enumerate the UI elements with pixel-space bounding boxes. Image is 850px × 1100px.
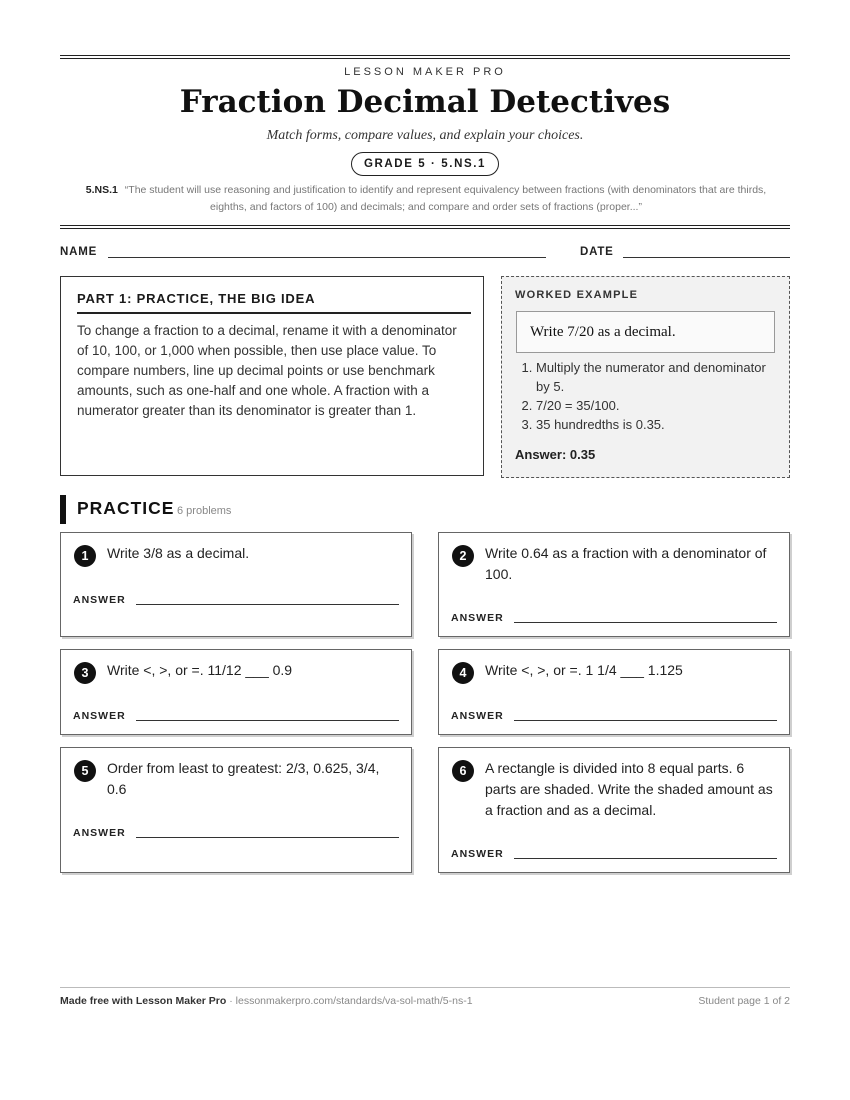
grade-badge: GRADE 5 · 5.NS.1: [351, 152, 499, 176]
worked-example-step: 1. Multiply the numerator and denominator by 5.: [536, 358, 766, 396]
top-rule: [60, 55, 790, 56]
standard-text: “The student will use reasoning and justification to identify and represent equivalency between fractions (with denominators that are thirds, eighths, and factors of 100) and decimals; and compare and order sets of fractions (proper...”: [124, 184, 767, 213]
footer-made-with: Made free with Lesson Maker Pro: [60, 995, 227, 1007]
problem-number: 4: [452, 662, 474, 684]
answer-label: ANSWER: [451, 710, 504, 722]
answer-field[interactable]: [514, 622, 777, 623]
problem-card: [60, 649, 412, 735]
answer-field[interactable]: [136, 837, 399, 838]
standard-description: [70, 182, 782, 216]
problem-number: 3: [74, 662, 96, 684]
worked-example-prompt: Write 7/20 as a decimal.: [516, 311, 775, 353]
standard-code: 5.NS.1: [85, 184, 118, 196]
answer-label: ANSWER: [73, 827, 126, 839]
answer-label: ANSWER: [73, 710, 126, 722]
problem-text: Write <, >, or =. 11/12 ___ 0.9: [107, 662, 293, 678]
answer-label: ANSWER: [451, 612, 504, 624]
worksheet-subtitle: Match forms, compare values, and explain your choices.: [266, 128, 584, 143]
problem-number: 2: [452, 545, 474, 567]
worked-example-heading: WORKED EXAMPLE: [515, 289, 639, 301]
worked-example-answer: Answer: 0.35: [515, 447, 596, 462]
name-label: NAME: [60, 246, 98, 258]
big-idea-box: [60, 276, 484, 476]
big-idea-heading: PART 1: PRACTICE, THE BIG IDEA: [77, 291, 471, 314]
worked-example-box: [501, 276, 790, 478]
name-field[interactable]: [108, 257, 546, 258]
problem-text: Write 0.64 as a fraction with a denominator of 100.: [485, 545, 767, 582]
answer-field[interactable]: [514, 858, 777, 859]
problem-number: 1: [74, 545, 96, 567]
problem-card: [60, 747, 412, 873]
problem-text: Write <, >, or =. 1 1/4 ___ 1.125: [485, 662, 683, 678]
footer-credit: [60, 995, 473, 1007]
big-idea-text: To change a fraction to a decimal, rename it with a denominator of 10, 100, or 1,000 when possible, then use place value. To compare numbers, line up decimal points or use benchmark amounts, such as one-half and one whole. A fraction with a numerator greater than its denominator is greater than 1.: [77, 323, 457, 418]
problem-text: Write 3/8 as a decimal.: [107, 545, 250, 561]
problem-card: [60, 532, 412, 637]
problem-card: [438, 649, 790, 735]
problem-text: A rectangle is divided into 8 equal parts. 6 parts are shaded. Write the shaded amount as a fraction and as a decimal.: [485, 760, 773, 818]
problem-card: [438, 747, 790, 873]
answer-label: ANSWER: [73, 594, 126, 606]
footer-url[interactable]: · lessonmakerpro.com/standards/va-sol-math/5-ns-1: [226, 995, 473, 1007]
answer-label: ANSWER: [451, 848, 504, 860]
answer-field[interactable]: [136, 720, 399, 721]
practice-heading: PRACTICE: [77, 498, 175, 518]
worked-example-step: 2. 7/20 = 35/100.: [536, 396, 766, 415]
problem-number: 6: [452, 760, 474, 782]
problem-number: 5: [74, 760, 96, 782]
footer-rule: [60, 987, 790, 988]
answer-field[interactable]: [514, 720, 777, 721]
problem-text: Order from least to greatest: 2/3, 0.625, 3/4, 0.6: [107, 760, 380, 797]
worksheet-title: Fraction Decimal Detectives: [179, 84, 671, 120]
problem-card: [438, 532, 790, 637]
practice-count: 6 problems: [177, 505, 232, 517]
practice-accent-bar: [60, 495, 66, 524]
worked-example-step: 3. 35 hundredths is 0.35.: [536, 415, 766, 434]
brand-name: LESSON MAKER PRO: [344, 66, 506, 78]
date-label: DATE: [580, 246, 614, 258]
header-bottom-rule: [60, 225, 790, 226]
date-field[interactable]: [623, 257, 790, 258]
worked-example-steps: [516, 358, 766, 434]
footer-page-number: Student page 1 of 2: [698, 995, 790, 1007]
answer-field[interactable]: [136, 604, 399, 605]
